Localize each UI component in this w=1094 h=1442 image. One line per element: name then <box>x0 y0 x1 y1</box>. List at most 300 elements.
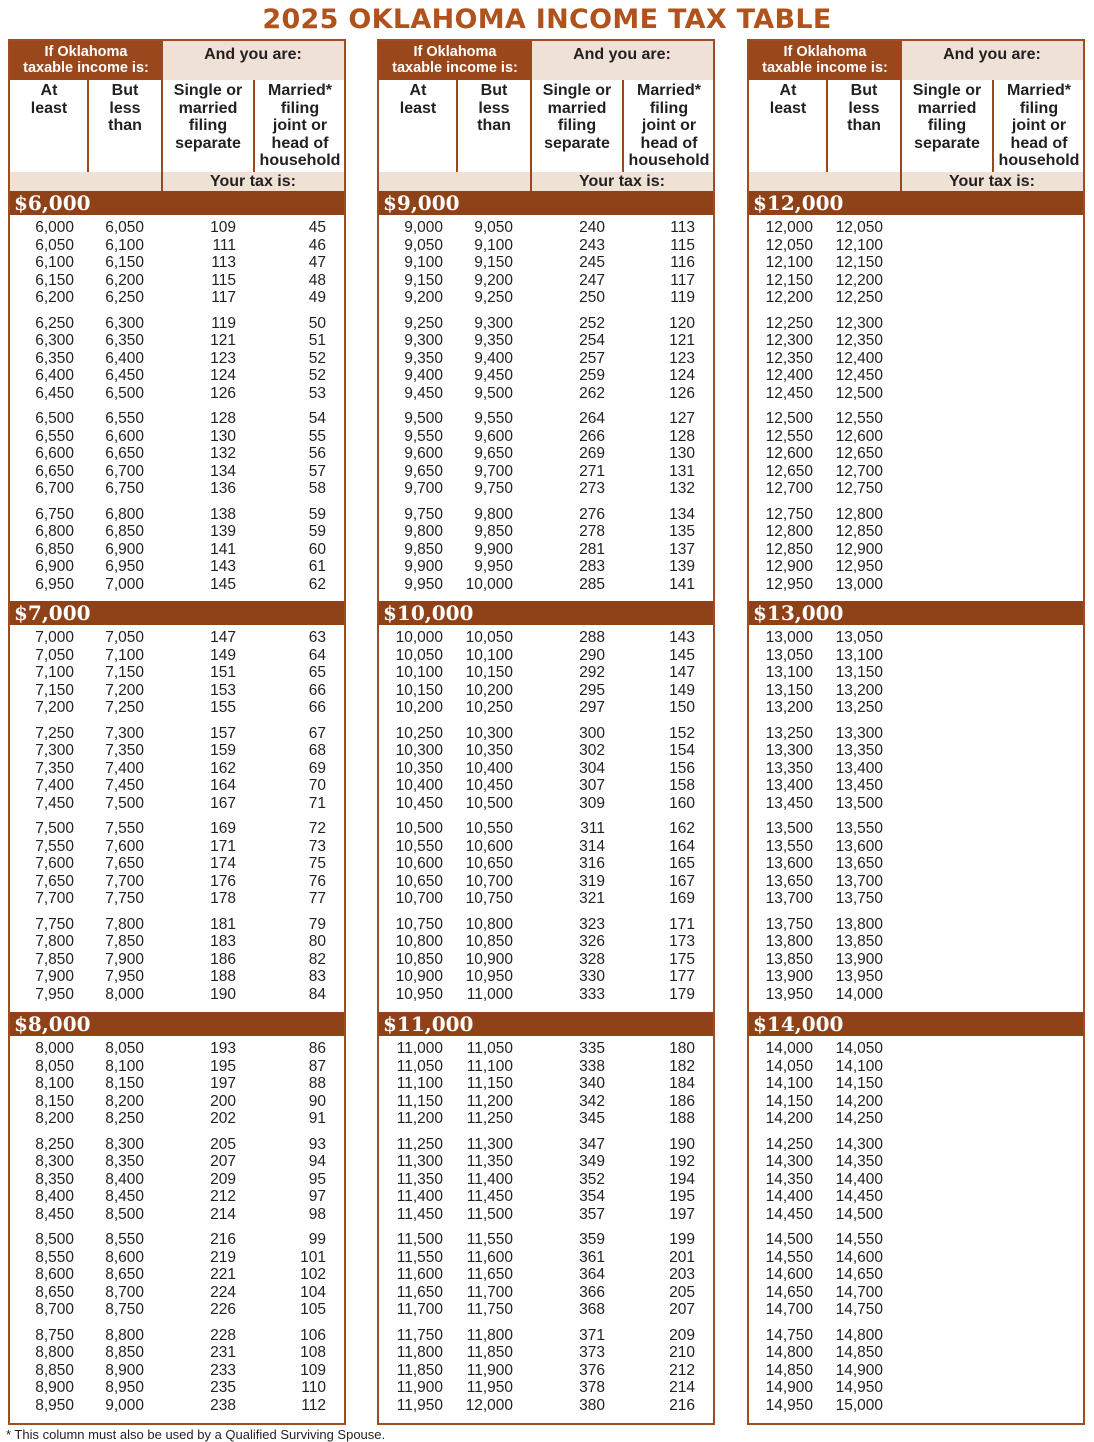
single-tax-cell: 209 <box>210 1170 236 1188</box>
single-tax-cell: 364 <box>579 1266 605 1283</box>
table-row <box>749 428 1083 446</box>
table-row <box>379 647 713 665</box>
at-least-cell: 6,350 <box>35 349 74 367</box>
married-tax-cell: 121 <box>669 332 695 349</box>
at-least-cell: 8,750 <box>35 1326 74 1344</box>
table-row <box>379 873 713 891</box>
page-title: 2025 OKLAHOMA INCOME TAX TABLE <box>262 4 832 35</box>
single-tax-cell: 259 <box>579 367 605 384</box>
single-tax-cell: 202 <box>210 1110 236 1127</box>
at-least-cell: 10,700 <box>395 890 443 907</box>
single-tax-cell: 214 <box>210 1205 236 1223</box>
but-less-than-cell: 11,800 <box>466 1326 513 1344</box>
but-less-than-cell: 10,500 <box>465 794 513 812</box>
single-tax-cell: 285 <box>579 575 605 593</box>
but-less-than-cell: 7,150 <box>105 664 144 681</box>
but-less-than-cell: 14,050 <box>835 1040 883 1057</box>
table-row <box>379 682 713 700</box>
table-row <box>10 647 344 665</box>
at-least-cell: 8,800 <box>35 1344 74 1361</box>
but-less-than-cell: 9,600 <box>474 427 513 445</box>
at-least-cell: 13,450 <box>765 794 813 812</box>
at-least-cell: 11,200 <box>396 1110 443 1127</box>
table-row <box>379 541 713 559</box>
but-less-than-cell: 9,350 <box>474 332 513 349</box>
married-tax-cell: 190 <box>669 1135 695 1153</box>
table-row <box>10 820 344 838</box>
married-tax-cell: 61 <box>308 558 326 575</box>
at-least-cell: 14,300 <box>765 1153 813 1170</box>
at-least-cell: 8,450 <box>35 1205 74 1223</box>
at-least-cell: 10,050 <box>395 646 443 664</box>
married-tax-cell: 139 <box>669 558 695 575</box>
table-row <box>749 385 1083 403</box>
at-least-cell: 7,950 <box>35 985 74 1003</box>
at-least-cell: 7,600 <box>35 855 74 872</box>
but-less-than-cell: 9,650 <box>474 445 513 462</box>
married-tax-cell: 52 <box>308 349 326 367</box>
at-least-cell: 11,100 <box>396 1075 443 1092</box>
but-less-than-cell: 10,900 <box>465 950 513 968</box>
single-tax-cell: 186 <box>210 950 236 968</box>
single-tax-cell: 240 <box>579 219 605 236</box>
but-less-than-cell: 7,750 <box>105 890 144 907</box>
section-header <box>379 1012 713 1036</box>
but-less-than-cell: 8,100 <box>105 1057 144 1075</box>
single-tax-cell: 117 <box>211 289 236 306</box>
married-tax-cell: 75 <box>308 855 326 872</box>
column-divider <box>900 172 902 191</box>
married-tax-cell: 102 <box>300 1266 326 1283</box>
table-row <box>10 410 344 428</box>
married-tax-cell: 63 <box>308 629 326 646</box>
at-least-cell: 9,800 <box>404 523 443 540</box>
but-less-than-cell: 10,700 <box>465 872 513 890</box>
table-row <box>379 315 713 333</box>
table-row <box>749 647 1083 665</box>
single-tax-cell: 147 <box>210 629 236 646</box>
but-less-than-cell: 9,450 <box>474 367 513 384</box>
column-divider <box>826 80 828 172</box>
table-row <box>379 219 713 237</box>
married-tax-cell: 186 <box>669 1092 695 1110</box>
table-row <box>10 350 344 368</box>
at-least-cell: 13,350 <box>765 759 813 777</box>
but-less-than-cell: 14,800 <box>835 1326 883 1344</box>
and-you-are-header: And you are: <box>162 41 344 80</box>
but-less-than-cell: 12,650 <box>835 445 883 462</box>
table-row <box>10 385 344 403</box>
single-tax-cell: 290 <box>579 646 605 664</box>
at-least-cell: 12,350 <box>765 349 813 367</box>
table-row <box>749 1075 1083 1093</box>
married-tax-cell: 90 <box>308 1092 326 1110</box>
table-row <box>10 1231 344 1249</box>
married-tax-cell: 131 <box>669 462 695 480</box>
table-row <box>379 350 713 368</box>
single-tax-cell: 273 <box>579 480 605 497</box>
at-least-cell: 12,750 <box>765 505 813 523</box>
at-least-cell: 9,400 <box>404 367 443 384</box>
married-tax-cell: 175 <box>669 950 695 968</box>
but-less-than-cell: 9,400 <box>474 349 513 367</box>
married-tax-cell: 56 <box>308 445 326 462</box>
column-divider <box>253 80 255 172</box>
but-less-than-cell: 9,900 <box>474 540 513 558</box>
table-row <box>379 742 713 760</box>
section-header <box>749 1012 1083 1036</box>
table-row <box>10 951 344 969</box>
but-less-than-cell: 6,850 <box>105 523 144 540</box>
section-label: $10,000 <box>383 601 474 625</box>
married-tax-cell: 188 <box>669 1110 695 1127</box>
married-tax-cell: 192 <box>669 1153 695 1170</box>
but-less-than-cell: 14,100 <box>835 1057 883 1075</box>
at-least-cell: 7,550 <box>35 837 74 855</box>
at-least-cell: 8,700 <box>35 1301 74 1318</box>
but-less-than-cell: 14,000 <box>835 985 883 1003</box>
table-row <box>379 385 713 403</box>
section-label: $13,000 <box>753 601 844 625</box>
table-row <box>749 725 1083 743</box>
table-row <box>749 1231 1083 1249</box>
single-tax-cell: 354 <box>579 1188 605 1205</box>
section-header <box>10 191 344 215</box>
table-row <box>379 629 713 647</box>
at-least-cell: 14,750 <box>765 1326 813 1344</box>
single-tax-cell: 124 <box>210 367 236 384</box>
single-tax-cell: 304 <box>579 759 605 777</box>
single-tax-cell: 326 <box>579 933 605 950</box>
married-tax-cell: 134 <box>669 505 695 523</box>
but-less-than-cell: 11,950 <box>466 1379 513 1396</box>
but-less-than-cell: 7,400 <box>105 759 144 777</box>
table-row <box>749 1362 1083 1380</box>
but-less-than-cell: 12,450 <box>835 367 883 384</box>
single-tax-cell: 278 <box>579 523 605 540</box>
at-least-cell: 11,550 <box>396 1248 443 1266</box>
table-row <box>749 1093 1083 1111</box>
but-less-than-cell: 12,200 <box>835 271 883 289</box>
but-less-than-cell: 12,150 <box>835 254 883 271</box>
at-least-cell: 10,750 <box>395 915 443 933</box>
single-tax-cell: 121 <box>210 332 236 349</box>
single-tax-cell: 169 <box>210 820 236 837</box>
married-tax-cell: 164 <box>669 837 695 855</box>
but-less-than-cell: 11,350 <box>466 1153 513 1170</box>
but-less-than-cell: 10,250 <box>465 699 513 716</box>
single-tax-cell: 193 <box>210 1040 236 1057</box>
at-least-cell: 8,950 <box>35 1396 74 1414</box>
single-tax-cell: 226 <box>210 1301 236 1318</box>
at-least-cell: 12,200 <box>765 289 813 306</box>
single-tax-cell: 205 <box>210 1135 236 1153</box>
married-tax-cell: 72 <box>308 820 326 837</box>
table-row <box>379 1171 713 1189</box>
at-least-cell: 13,700 <box>765 890 813 907</box>
but-less-than-cell: 13,000 <box>835 575 883 593</box>
at-least-cell: 12,050 <box>765 236 813 254</box>
married-tax-cell: 65 <box>308 664 326 681</box>
married-tax-cell: 54 <box>308 410 326 427</box>
single-tax-cell: 335 <box>579 1040 605 1057</box>
at-least-cell: 6,850 <box>35 540 74 558</box>
table-row <box>749 1136 1083 1154</box>
but-less-than-cell: 6,300 <box>105 314 144 332</box>
table-row <box>749 1379 1083 1397</box>
table-row <box>749 332 1083 350</box>
married-tax-cell: 132 <box>669 480 695 497</box>
table-row <box>749 576 1083 594</box>
married-tax-cell: 158 <box>669 777 695 794</box>
single-tax-cell: 349 <box>579 1153 605 1170</box>
married-tax-cell: 80 <box>308 933 326 950</box>
but-less-than-cell: 8,000 <box>105 985 144 1003</box>
single-tax-cell: 238 <box>210 1396 236 1414</box>
but-less-than-cell: 12,400 <box>835 349 883 367</box>
single-tax-cell: 171 <box>210 837 236 855</box>
at-least-cell: 14,850 <box>765 1361 813 1379</box>
footnote: * This column must also be used by a Qualified Surviving Spouse. <box>6 1427 386 1442</box>
but-less-than-cell: 8,300 <box>105 1135 144 1153</box>
but-less-than-cell: 11,450 <box>466 1188 513 1205</box>
at-least-cell: 8,100 <box>35 1075 74 1092</box>
table-row <box>379 1153 713 1171</box>
single-tax-cell: 167 <box>210 794 236 812</box>
at-least-cell: 11,600 <box>396 1266 443 1283</box>
table-row <box>10 629 344 647</box>
but-less-than-cell: 12,750 <box>835 480 883 497</box>
married-tax-cell: 86 <box>308 1040 326 1057</box>
single-tax-cell: 366 <box>579 1283 605 1301</box>
table-row <box>10 777 344 795</box>
table-row <box>379 1093 713 1111</box>
at-least-cell: 6,250 <box>35 314 74 332</box>
table-row <box>10 1110 344 1128</box>
at-least-cell: 6,400 <box>35 367 74 384</box>
your-tax-label: Your tax is: <box>949 173 1035 190</box>
at-least-cell: 6,150 <box>35 271 74 289</box>
table-row <box>10 742 344 760</box>
married-tax-cell: 113 <box>670 219 695 236</box>
single-tax-cell: 123 <box>210 349 236 367</box>
at-least-cell: 10,300 <box>395 742 443 759</box>
at-least-cell: 13,900 <box>765 968 813 985</box>
married-tax-cell: 73 <box>308 837 326 855</box>
at-least-cell: 11,650 <box>396 1283 443 1301</box>
but-less-than-cell: 13,950 <box>835 968 883 985</box>
but-less-than-cell: 14,650 <box>835 1266 883 1283</box>
single-tax-cell: 342 <box>579 1092 605 1110</box>
table-row <box>379 699 713 717</box>
but-less-than-cell: 9,200 <box>474 271 513 289</box>
but-less-than-cell: 9,150 <box>474 254 513 271</box>
at-least-cell: 11,850 <box>396 1361 443 1379</box>
your-tax-label: Your tax is: <box>579 173 665 190</box>
single-tax-cell: 288 <box>579 629 605 646</box>
at-least-cell: 9,350 <box>404 349 443 367</box>
married-tax-cell: 110 <box>301 1379 326 1396</box>
at-least-cell: 13,150 <box>765 681 813 699</box>
but-less-than-cell: 8,900 <box>105 1361 144 1379</box>
table-row <box>10 1188 344 1206</box>
but-less-than-cell: 11,050 <box>466 1040 513 1057</box>
at-least-cell: 13,600 <box>765 855 813 872</box>
at-least-cell: 6,600 <box>35 445 74 462</box>
at-least-cell: 9,650 <box>404 462 443 480</box>
married-tax-cell: 87 <box>308 1057 326 1075</box>
but-less-than-cell: 13,500 <box>835 794 883 812</box>
single-tax-cell: 271 <box>579 462 605 480</box>
table-row <box>749 315 1083 333</box>
table-row <box>379 445 713 463</box>
married-tax-cell: 106 <box>300 1326 326 1344</box>
table-row <box>379 1075 713 1093</box>
married-tax-cell: 53 <box>308 384 326 402</box>
married-tax-cell: 47 <box>308 254 326 271</box>
single-tax-cell: 254 <box>579 332 605 349</box>
at-least-cell: 12,400 <box>765 367 813 384</box>
single-tax-cell: 136 <box>210 480 236 497</box>
table-row <box>10 1136 344 1154</box>
table-row <box>10 445 344 463</box>
at-least-cell: 12,450 <box>765 384 813 402</box>
but-less-than-cell: 6,700 <box>105 462 144 480</box>
section-header <box>10 1012 344 1036</box>
but-less-than-cell: 10,600 <box>465 837 513 855</box>
but-less-than-cell: 6,350 <box>105 332 144 349</box>
at-least-cell: 9,150 <box>404 271 443 289</box>
at-least-cell: 7,150 <box>35 681 74 699</box>
married-tax-cell: 105 <box>300 1301 326 1318</box>
at-least-cell: 8,400 <box>35 1188 74 1205</box>
table-row <box>10 1075 344 1093</box>
single-tax-cell: 207 <box>210 1153 236 1170</box>
married-tax-cell: 109 <box>300 1361 326 1379</box>
married-tax-cell: 98 <box>308 1205 326 1223</box>
married-tax-cell: 57 <box>308 462 326 480</box>
at-least-cell: 14,250 <box>765 1135 813 1153</box>
at-least-cell: 14,000 <box>765 1040 813 1057</box>
table-row <box>10 986 344 1004</box>
married-tax-cell: 67 <box>308 724 326 742</box>
at-least-cell: 8,050 <box>35 1057 74 1075</box>
single-tax-cell: 309 <box>579 794 605 812</box>
but-less-than-cell: 9,700 <box>474 462 513 480</box>
but-less-than-cell: 13,050 <box>835 629 883 646</box>
table-row <box>10 506 344 524</box>
single-tax-cell: 126 <box>210 384 236 402</box>
at-least-cell: 10,600 <box>395 855 443 872</box>
single-tax-cell: 130 <box>210 427 236 445</box>
table-row <box>379 1327 713 1345</box>
at-least-cell: 10,850 <box>395 950 443 968</box>
at-least-cell: 11,950 <box>396 1396 443 1414</box>
at-least-cell: 13,950 <box>765 985 813 1003</box>
single-tax-cell: 119 <box>211 314 236 332</box>
at-least-cell: 12,500 <box>765 410 813 427</box>
married-tax-cell: 160 <box>669 794 695 812</box>
but-less-than-cell: 13,300 <box>835 724 883 742</box>
but-less-than-cell: 13,700 <box>835 872 883 890</box>
but-less-than-cell: 12,850 <box>835 523 883 540</box>
section-header <box>749 601 1083 625</box>
at-least-cell: 6,450 <box>35 384 74 402</box>
table-row <box>379 428 713 446</box>
at-least-cell: 9,550 <box>404 427 443 445</box>
at-least-cell: 11,700 <box>396 1301 443 1318</box>
but-less-than-cell: 11,850 <box>466 1344 513 1361</box>
married-tax-cell: 165 <box>669 855 695 872</box>
at-least-cell: 10,400 <box>395 777 443 794</box>
but-less-than-cell: 11,900 <box>466 1361 513 1379</box>
married-tax-cell: 127 <box>669 410 695 427</box>
single-tax-cell: 262 <box>579 384 605 402</box>
at-least-cell: 6,500 <box>35 410 74 427</box>
at-least-cell: 13,250 <box>765 724 813 742</box>
table-row <box>10 916 344 934</box>
married-tax-cell: 124 <box>669 367 695 384</box>
col-but-less-than: But less than <box>477 82 511 134</box>
but-less-than-cell: 7,000 <box>105 575 144 593</box>
but-less-than-cell: 13,450 <box>835 777 883 794</box>
but-less-than-cell: 13,750 <box>835 890 883 907</box>
table-row <box>379 480 713 498</box>
married-tax-cell: 135 <box>669 523 695 540</box>
married-tax-cell: 203 <box>669 1266 695 1283</box>
at-least-cell: 6,100 <box>35 254 74 271</box>
col-married: Married* filing joint or head of household <box>259 82 341 169</box>
married-tax-cell: 156 <box>669 759 695 777</box>
table-row <box>379 916 713 934</box>
but-less-than-cell: 11,650 <box>466 1266 513 1283</box>
at-least-cell: 12,950 <box>765 575 813 593</box>
table-row <box>379 254 713 272</box>
at-least-cell: 6,650 <box>35 462 74 480</box>
but-less-than-cell: 14,250 <box>835 1110 883 1127</box>
but-less-than-cell: 13,900 <box>835 950 883 968</box>
married-tax-cell: 149 <box>669 681 695 699</box>
at-least-cell: 7,400 <box>35 777 74 794</box>
married-tax-cell: 197 <box>669 1205 695 1223</box>
at-least-cell: 8,550 <box>35 1248 74 1266</box>
at-least-cell: 10,250 <box>395 724 443 742</box>
single-tax-cell: 380 <box>579 1396 605 1414</box>
single-tax-cell: 357 <box>579 1205 605 1223</box>
single-tax-cell: 378 <box>579 1379 605 1396</box>
at-least-cell: 6,700 <box>35 480 74 497</box>
at-least-cell: 13,050 <box>765 646 813 664</box>
but-less-than-cell: 8,800 <box>105 1326 144 1344</box>
single-tax-cell: 323 <box>579 915 605 933</box>
at-least-cell: 6,950 <box>35 575 74 593</box>
but-less-than-cell: 6,050 <box>105 219 144 236</box>
single-tax-cell: 245 <box>579 254 605 271</box>
but-less-than-cell: 9,950 <box>474 558 513 575</box>
single-tax-cell: 138 <box>210 505 236 523</box>
single-tax-cell: 111 <box>212 236 236 254</box>
at-least-cell: 14,400 <box>765 1188 813 1205</box>
table-row <box>749 523 1083 541</box>
single-tax-cell: 195 <box>210 1057 236 1075</box>
table-row <box>10 332 344 350</box>
at-least-cell: 8,350 <box>35 1170 74 1188</box>
single-tax-cell: 266 <box>579 427 605 445</box>
but-less-than-cell: 10,100 <box>465 646 513 664</box>
married-tax-cell: 128 <box>669 427 695 445</box>
table-row <box>10 1249 344 1267</box>
married-tax-cell: 154 <box>669 742 695 759</box>
